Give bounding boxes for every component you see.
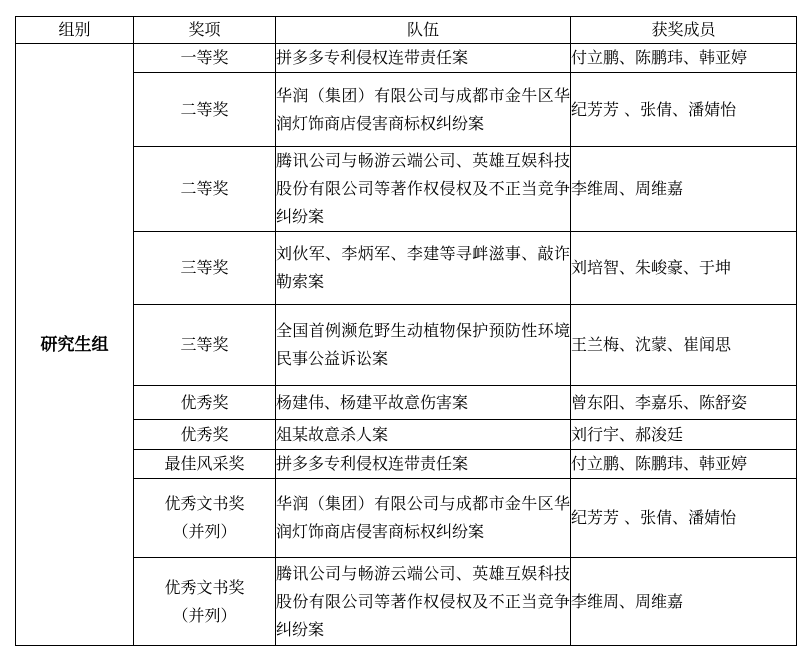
award-label: 优秀奖 bbox=[180, 424, 229, 444]
team-cell: 俎某故意杀人案 bbox=[276, 420, 571, 450]
table-row bbox=[16, 479, 797, 558]
header-row bbox=[16, 17, 797, 44]
award-label: 三等奖 bbox=[180, 335, 229, 354]
award-label: 优秀文书奖 bbox=[164, 577, 245, 597]
header-group: 组别 bbox=[16, 17, 134, 44]
members-cell: 付立鹏、陈鹏玮、韩亚婷 bbox=[571, 44, 797, 73]
award-cell bbox=[134, 558, 276, 646]
table-row bbox=[16, 558, 797, 646]
award-label: 最佳风采奖 bbox=[164, 454, 245, 473]
members-cell: 刘培智、朱峻豪、于坤 bbox=[571, 232, 797, 305]
award-note: （并列） bbox=[172, 605, 237, 625]
award-cell bbox=[134, 479, 276, 558]
award-cell bbox=[134, 420, 276, 450]
team-cell: 华润（集团）有限公司与成都市金牛区华润灯饰商店侵害商标权纠纷案 bbox=[276, 479, 571, 558]
table-row bbox=[16, 44, 797, 73]
members-cell: 李维周、周维嘉 bbox=[571, 558, 797, 646]
table-row bbox=[16, 232, 797, 305]
team-cell: 腾讯公司与畅游云端公司、英雄互娱科技股份有限公司等著作权侵权及不正当竞争纠纷案 bbox=[276, 147, 571, 232]
team-cell: 拼多多专利侵权连带责任案 bbox=[276, 44, 571, 73]
award-cell bbox=[134, 44, 276, 73]
award-cell bbox=[134, 386, 276, 420]
award-label: 三等奖 bbox=[180, 258, 229, 277]
award-label: 一等奖 bbox=[180, 48, 229, 67]
members-cell: 王兰梅、沈蒙、崔闻思 bbox=[571, 305, 797, 386]
awards-table bbox=[15, 16, 797, 646]
team-cell: 刘伙军、李炳军、李建等寻衅滋事、敲诈勒索案 bbox=[276, 232, 571, 305]
members-cell: 曾东阳、李嘉乐、陈舒姿 bbox=[571, 386, 797, 420]
team-cell: 杨建伟、杨建平故意伤害案 bbox=[276, 386, 571, 420]
award-label: 优秀奖 bbox=[180, 392, 229, 412]
members-cell: 纪芳芳 、张倩、潘婧怡 bbox=[571, 479, 797, 558]
table-row bbox=[16, 305, 797, 386]
table-row bbox=[16, 386, 797, 420]
team-cell: 全国首例濒危野生动植物保护预防性环境民事公益诉讼案 bbox=[276, 305, 571, 386]
team-cell: 拼多多专利侵权连带责任案 bbox=[276, 450, 571, 479]
table-row bbox=[16, 420, 797, 450]
members-cell: 李维周、周维嘉 bbox=[571, 147, 797, 232]
award-label: 二等奖 bbox=[180, 179, 229, 198]
table-row bbox=[16, 450, 797, 479]
header-members: 获奖成员 bbox=[571, 17, 797, 44]
award-label: 二等奖 bbox=[180, 99, 229, 119]
header-award: 奖项 bbox=[134, 17, 276, 44]
award-label: 优秀文书奖 bbox=[164, 494, 245, 513]
table-row bbox=[16, 147, 797, 232]
team-cell: 腾讯公司与畅游云端公司、英雄互娱科技股份有限公司等著作权侵权及不正当竞争纠纷案 bbox=[276, 558, 571, 646]
members-cell: 纪芳芳 、张倩、潘婧怡 bbox=[571, 73, 797, 147]
award-cell bbox=[134, 147, 276, 232]
group-cell: 研究生组 bbox=[16, 44, 134, 646]
award-cell bbox=[134, 305, 276, 386]
team-cell: 华润（集团）有限公司与成都市金牛区华润灯饰商店侵害商标权纠纷案 bbox=[276, 73, 571, 147]
award-note: （并列） bbox=[172, 522, 237, 541]
award-cell bbox=[134, 73, 276, 147]
members-cell: 付立鹏、陈鹏玮、韩亚婷 bbox=[571, 450, 797, 479]
members-cell: 刘行宇、郝浚廷 bbox=[571, 420, 797, 450]
award-cell bbox=[134, 232, 276, 305]
table-row bbox=[16, 73, 797, 147]
header-team: 队伍 bbox=[276, 17, 571, 44]
award-cell bbox=[134, 450, 276, 479]
